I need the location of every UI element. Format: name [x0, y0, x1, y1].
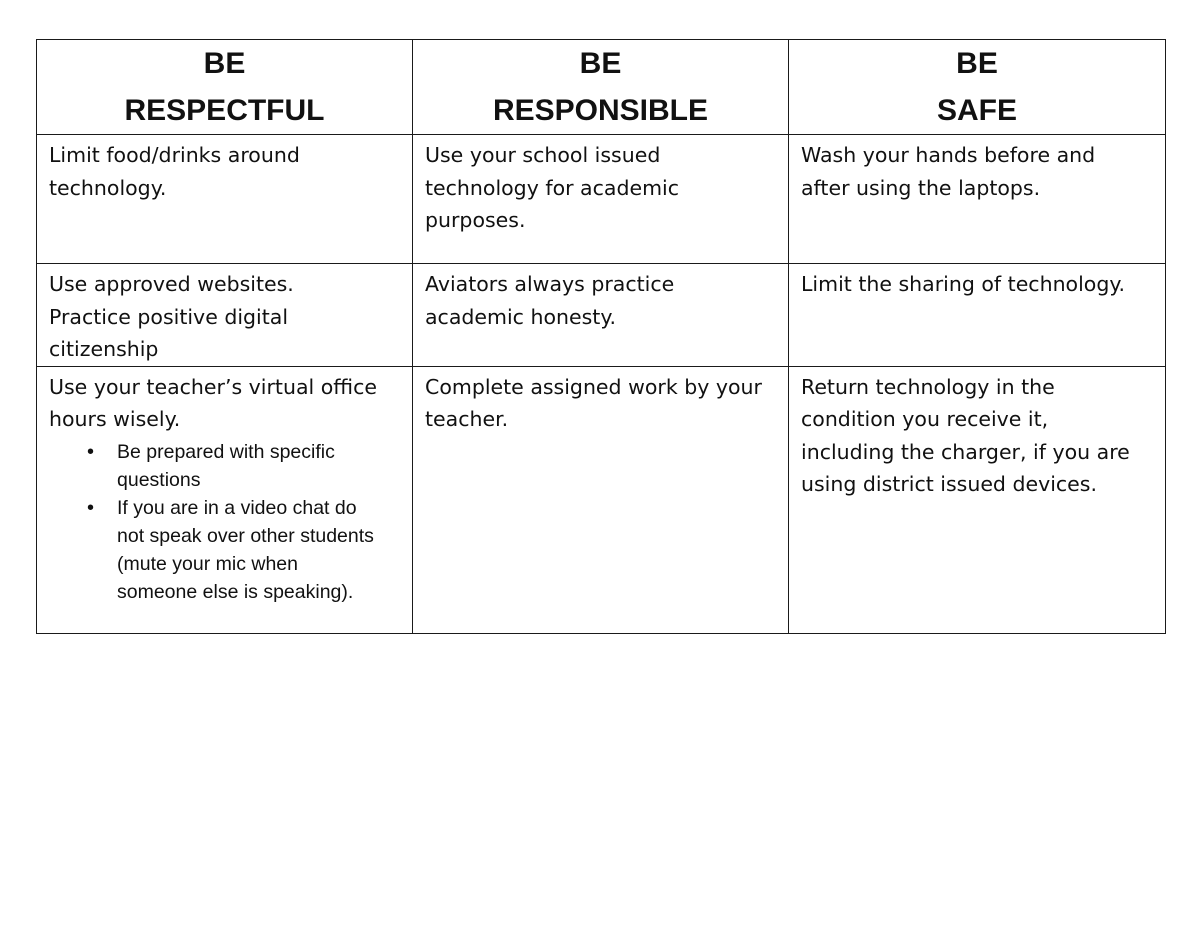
bullet-icon: •: [87, 496, 95, 519]
header-be-responsible: [413, 40, 789, 135]
bullet-text: not speak over other students: [117, 524, 374, 547]
list-item: [87, 494, 402, 606]
cell-text: Wash your hands before and: [801, 143, 1096, 167]
bullet-text: someone else is speaking).: [117, 580, 354, 603]
bullet-text: If you are in a video chat do: [117, 496, 357, 519]
cell-text: Use your school issued: [425, 143, 661, 167]
bullet-list: [49, 438, 402, 606]
cell-text: Limit food/drinks around: [49, 143, 300, 167]
cell-respectful: [37, 264, 413, 367]
cell-text: using district issued devices.: [801, 472, 1097, 496]
cell-responsible: [413, 366, 789, 633]
cell-text: hours wisely.: [49, 407, 181, 431]
header-line-title: SAFE: [936, 94, 1017, 127]
cell-text: Use your teacher’s virtual office: [49, 374, 377, 399]
cell-text: Practice positive digital: [49, 304, 289, 329]
bullet-text: (mute your mic when: [117, 552, 298, 575]
header-line-be: BE: [579, 47, 622, 80]
cell-text: technology.: [49, 175, 167, 200]
table-row: [37, 264, 1166, 367]
cell-responsible: [413, 135, 789, 264]
header-be-safe: [789, 40, 1166, 135]
cell-respectful: [37, 135, 413, 264]
cell-text: purposes.: [425, 208, 526, 232]
cell-text: Complete assigned work by your: [425, 374, 762, 399]
expectations-matrix: [36, 39, 1166, 634]
cell-safe: [789, 135, 1166, 264]
table-row: [37, 135, 1166, 264]
header-line-title: RESPECTFUL: [124, 94, 325, 127]
cell-text: including the charger, if you are: [801, 439, 1130, 464]
cell-text: Return technology in the: [801, 374, 1055, 399]
bullet-text: questions: [117, 468, 201, 491]
bullet-text: Be prepared with specific: [117, 440, 335, 463]
bullet-icon: •: [87, 440, 95, 463]
cell-text: after using the laptops.: [801, 175, 1041, 200]
cell-respectful: [37, 366, 413, 633]
table-row: [37, 366, 1166, 633]
header-line-be: BE: [203, 47, 246, 80]
cell-text: technology for academic: [425, 175, 680, 200]
cell-responsible: [413, 264, 789, 367]
cell-text: academic honesty.: [425, 304, 617, 329]
header-line-be: BE: [956, 47, 998, 80]
list-item: [87, 438, 402, 494]
cell-safe: [789, 264, 1166, 367]
cell-text: Use approved websites.: [49, 272, 294, 296]
cell-text: Aviators always practice: [425, 272, 675, 296]
cell-text: citizenship: [49, 337, 159, 361]
cell-safe: [789, 366, 1166, 633]
cell-text: condition you receive it,: [801, 407, 1049, 431]
cell-text: teacher.: [425, 407, 509, 431]
cell-text: Limit the sharing of technology.: [801, 272, 1126, 296]
header-line-title: RESPONSIBLE: [492, 94, 709, 127]
header-be-respectful: [37, 40, 413, 135]
header-row: [37, 40, 1166, 135]
